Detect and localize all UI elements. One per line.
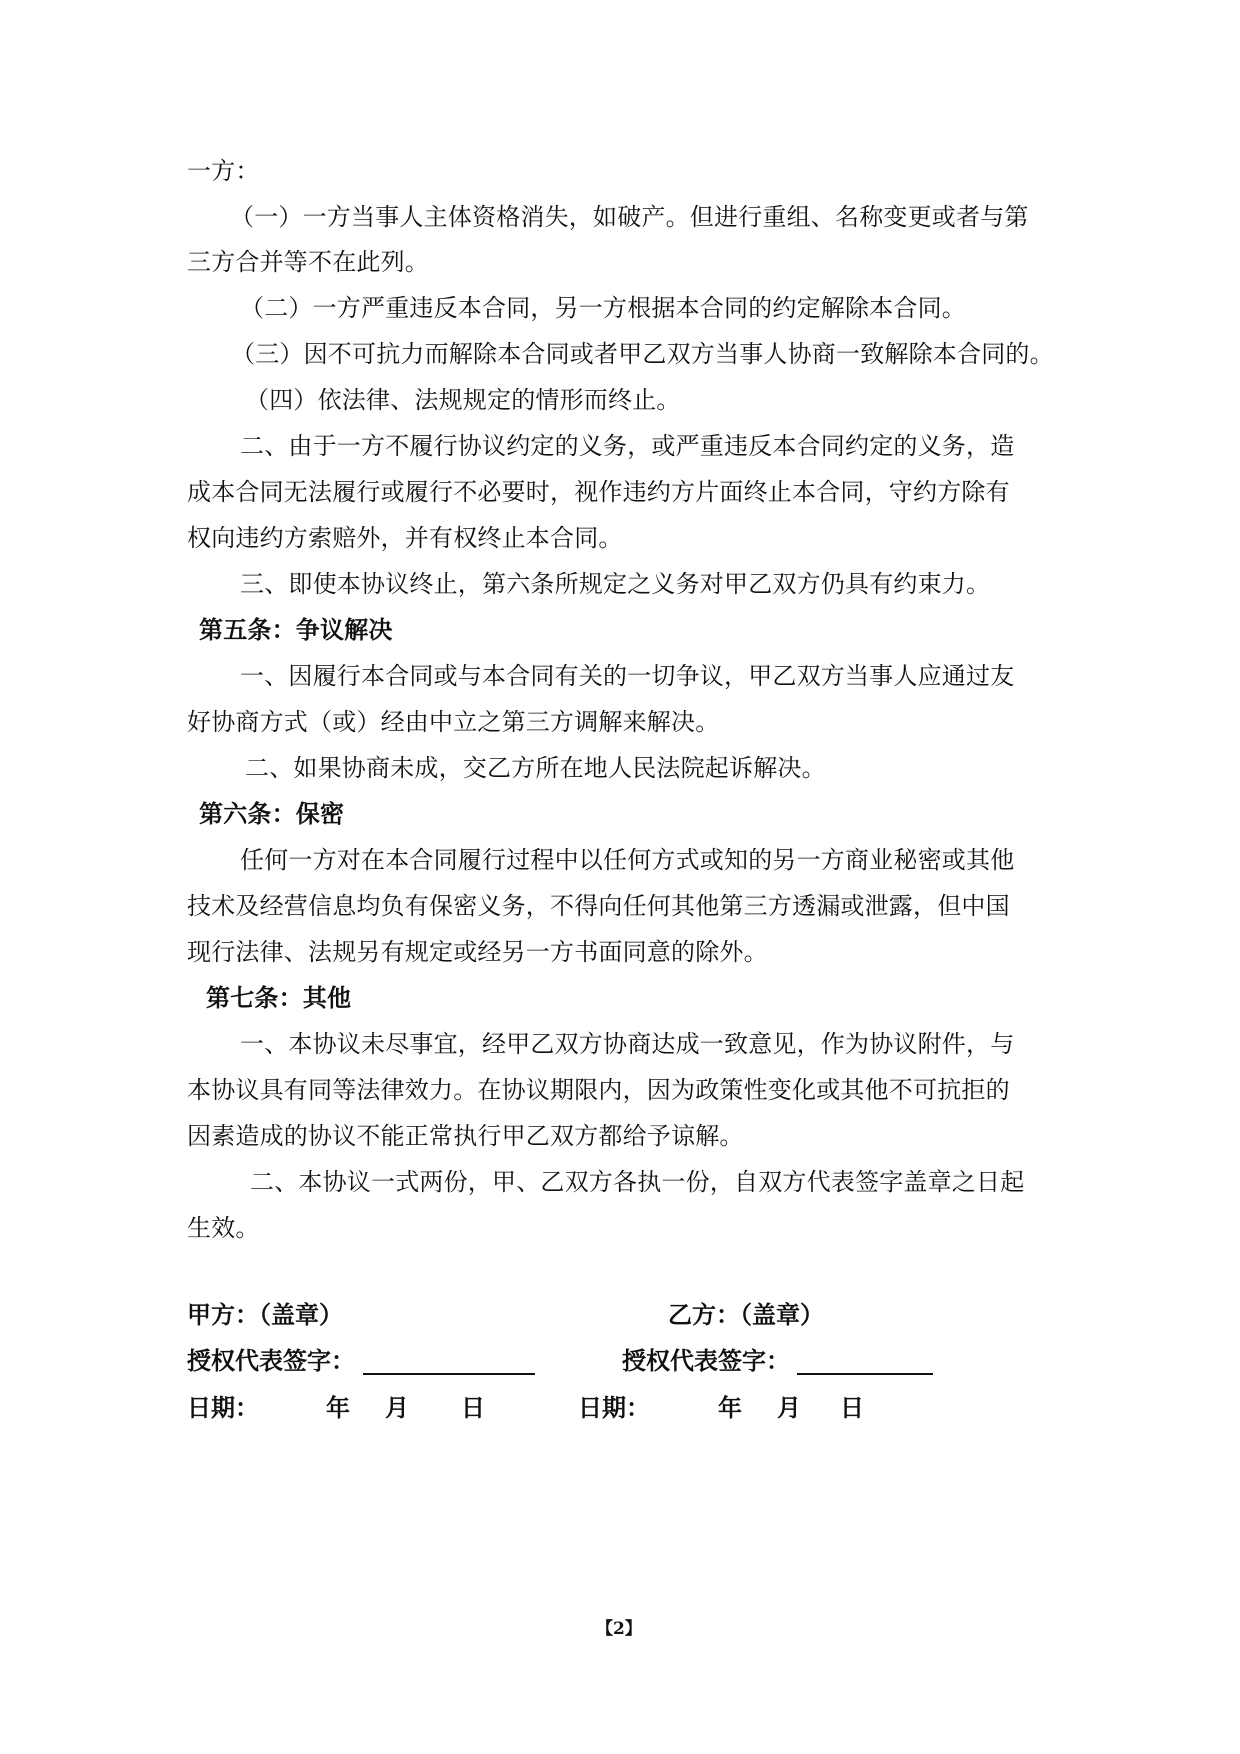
paragraph-line: 好协商方式（或）经由中立之第三方调解来解决。 xyxy=(187,708,720,736)
paragraph-line: 一方： xyxy=(187,157,260,185)
party-a-date-month: 月 xyxy=(385,1393,409,1422)
paragraph-line: （一）一方当事人主体资格消失，如破产。但进行重组、名称变更或者与第 xyxy=(230,203,1029,231)
paragraph-line: 权向违约方索赔外，并有权终止本合同。 xyxy=(187,524,623,552)
paragraph-line: 一、因履行本合同或与本合同有关的一切争议，甲乙双方当事人应通过友 xyxy=(240,662,1015,690)
paragraph-line: 技术及经营信息均负有保密义务，不得向任何其他第三方透漏或泄露，但中国 xyxy=(187,892,1010,920)
section-heading-article-6: 第六条：保密 xyxy=(199,799,345,828)
party-a-date-day: 日 xyxy=(461,1393,485,1422)
paragraph-line: 三、即使本协议终止，第六条所规定之义务对甲乙双方仍具有约束力。 xyxy=(240,570,991,598)
party-b-rep-signature-label: 授权代表签字： xyxy=(622,1346,790,1375)
paragraph-line: 二、如果协商未成，交乙方所在地人民法院起诉解决。 xyxy=(245,754,826,782)
party-a-date-year: 年 xyxy=(326,1393,350,1422)
party-a-rep-signature-label: 授权代表签字： xyxy=(187,1346,355,1375)
party-a-signature-line xyxy=(363,1373,535,1375)
paragraph-line: （四）依法律、法规规定的情形而终止。 xyxy=(245,386,681,414)
paragraph-line: （三）因不可抗力而解除本合同或者甲乙双方当事人协商一致解除本合同的。 xyxy=(231,340,1054,368)
party-b-date-month: 月 xyxy=(777,1393,801,1422)
party-a-date-label: 日期： xyxy=(187,1393,259,1422)
paragraph-line: 一、本协议未尽事宜，经甲乙双方协商达成一致意见，作为协议附件，与 xyxy=(240,1030,1015,1058)
paragraph-line: 任何一方对在本合同履行过程中以任何方式或知的另一方商业秘密或其他 xyxy=(240,846,1015,874)
paragraph-line: 本协议具有同等法律效力。在协议期限内，因为政策性变化或其他不可抗拒的 xyxy=(187,1076,1010,1104)
paragraph-line: 生效。 xyxy=(187,1214,260,1242)
section-heading-article-5: 第五条：争议解决 xyxy=(199,615,393,644)
paragraph-line: 现行法律、法规另有规定或经另一方书面同意的除外。 xyxy=(187,938,768,966)
party-b-date-label: 日期： xyxy=(578,1393,650,1422)
paragraph-line: 二、本协议一式两份，甲、乙双方各执一份，自双方代表签字盖章之日起 xyxy=(250,1168,1025,1196)
party-b-date-day: 日 xyxy=(840,1393,864,1422)
party-b-seal-label: 乙方：（盖章） xyxy=(668,1300,824,1329)
paragraph-line: （二）一方严重违反本合同，另一方根据本合同的约定解除本合同。 xyxy=(240,294,966,322)
party-a-seal-label: 甲方：（盖章） xyxy=(187,1300,343,1329)
paragraph-line: 因素造成的协议不能正常执行甲乙双方都给予谅解。 xyxy=(187,1122,744,1150)
party-b-date-year: 年 xyxy=(718,1393,742,1422)
party-b-signature-line xyxy=(797,1373,933,1375)
paragraph-line: 二、由于一方不履行协议约定的义务，或严重违反本合同约定的义务，造 xyxy=(240,432,1015,460)
page-number: 【2】 xyxy=(596,1619,642,1639)
paragraph-line: 三方合并等不在此列。 xyxy=(187,248,429,276)
paragraph-line: 成本合同无法履行或履行不必要时，视作违约方片面终止本合同，守约方除有 xyxy=(187,478,1010,506)
section-heading-article-7: 第七条：其他 xyxy=(206,983,352,1012)
